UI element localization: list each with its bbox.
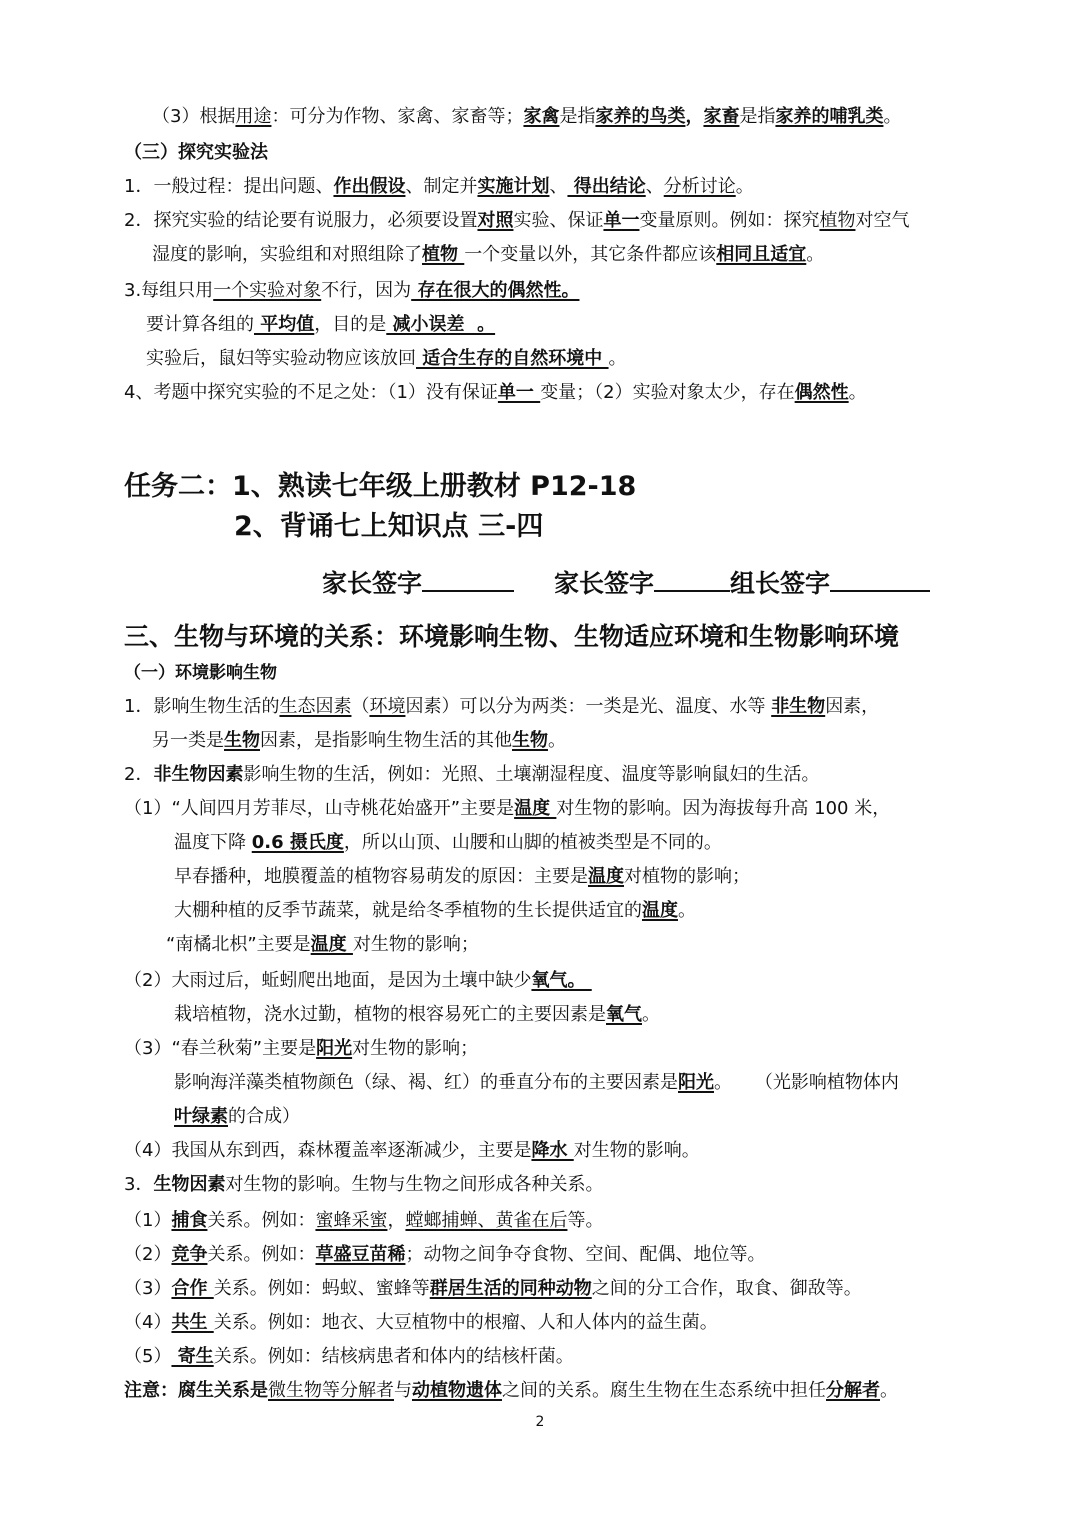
conclusion-line-1: 2．探究实验的结论要有说服力，必须要设置对照实验、保证单一变量原则。例如：探究植物对空气	[124, 210, 910, 231]
relation-predation: （1）捕食关系。例如：蜜蜂采蜜，螳螂捕蝉、黄雀在后等。	[124, 1210, 604, 1231]
eco-factor-line-2: 另一类是生物因素，是指影响生物生活的其他生物。	[152, 730, 566, 751]
biotic-factor-line: 3．生物因素对生物的影响。生物与生物之间形成各种关系。	[124, 1174, 604, 1195]
single-subject-line: 3.每组只用一个实验对象不行，因为 存在很大的偶然性。	[124, 280, 580, 301]
section3-title: 三、生物与环境的关系：环境影响生物、生物适应环境和生物影响环境	[124, 622, 900, 651]
rainfall-line: （4）我国从东到西，森林覆盖率逐渐减少，主要是降水 对生物的影响。	[124, 1140, 700, 1161]
temperature-line-2: 温度下降 0.6 摄氏度，所以山顶、山腰和山脚的植被类型是不同的。	[174, 832, 722, 853]
page-number: 2	[535, 1414, 545, 1430]
abiotic-factor-line: 2．非生物因素影响生物的生活，例如：光照、土壤潮湿程度、温度等影响鼠妇的生活。	[124, 764, 820, 785]
temperature-line-1: （1）“人间四月芳菲尽，山寺桃花始盛开”主要是温度 对生物的影响。因为海拔每升高 100 米，	[124, 798, 891, 819]
relation-competition: （2）竞争关系。例如：草盛豆苗稀；动物之间争夺食物、空间、配偶、地位等。	[124, 1244, 766, 1265]
env-affects-heading: （一）环境影响生物	[124, 663, 277, 683]
general-process-line: 1．一般过程：提出问题、作出假设、制定并实施计划、 得出结论、分析讨论。	[124, 176, 754, 197]
relation-symbiosis: （4）共生 关系。例如：地衣、大豆植物中的根瘤、人和人体内的益生菌。	[124, 1312, 718, 1333]
release-animals-line: 实验后，鼠妇等实验动物应该放回 适合生存的自然环境中 。	[146, 348, 627, 369]
inquiry-method-heading: （三）探究实验法	[124, 142, 268, 163]
sunlight-line-2: 影响海洋藻类植物颜色（绿、褐、红）的垂直分布的主要因素是阳光。 （光影响植物体内	[174, 1072, 899, 1093]
leader-signature-label: 组长签字	[730, 569, 831, 598]
leader-signature-blank[interactable]	[830, 566, 930, 592]
relation-cooperation: （3）合作 关系。例如：蚂蚁、蜜蜂等群居生活的同种动物之间的分工合作，取食、御敌等。	[124, 1278, 862, 1299]
temperature-line-3: 早春播种，地膜覆盖的植物容易萌发的原因：主要是温度对植物的影响；	[174, 866, 750, 887]
sunlight-line-3: 叶绿素的合成）	[174, 1106, 300, 1127]
signature-row	[322, 566, 930, 601]
parent-signature-blank-2[interactable]	[654, 566, 730, 592]
eco-factor-line-1: 1．影响生物生活的生态因素（环境因素）可以分为两类：一类是光、温度、水等 非生物因素，	[124, 696, 880, 717]
parent-signature-label-2: 家长签字	[554, 569, 655, 598]
task2-line-1: 任务二：1、熟读七年级上册教材 P12-18	[124, 471, 637, 502]
temperature-line-4: 大棚种植的反季节蔬菜，就是给冬季植物的生长提供适宜的温度。	[174, 900, 696, 921]
conclusion-line-2: 湿度的影响，实验组和对照组除了植物 一个变量以外，其它条件都应该相同且适宜。	[152, 244, 825, 265]
oxygen-line-1: （2）大雨过后，蚯蚓爬出地面，是因为土壤中缺少氧气。	[124, 970, 592, 991]
parent-signature-label-1: 家长签字	[322, 569, 423, 598]
oxygen-line-2: 栽培植物，浇水过勤，植物的根容易死亡的主要因素是氧气。	[174, 1004, 660, 1025]
sunlight-line-1: （3）“春兰秋菊”主要是阳光对生物的影响；	[124, 1038, 479, 1059]
parent-signature-blank-1[interactable]	[422, 566, 514, 592]
task2-line-2: 2、背诵七上知识点 三-四	[234, 511, 544, 542]
average-line: 要计算各组的 平均值，目的是 减小误差 。	[146, 314, 496, 335]
saprophytism-note: 注意：腐生关系是微生物等分解者与动植物遗体之间的关系。腐生生物在生态系统中担任分解者。	[124, 1380, 898, 1401]
relation-parasitism: （5） 寄生关系。例如：结核病患者和体内的结核杆菌。	[124, 1346, 574, 1367]
shortcomings-line: 4、考题中探究实验的不足之处：（1）没有保证单一 变量；（2）实验对象太少，存在偶然性。	[124, 382, 867, 403]
temperature-line-5: “南橘北枳”主要是温度 对生物的影响；	[166, 934, 479, 955]
usage-classification-line: （3）根据用途：可分为作物、家禽、家畜等；家禽是指家养的鸟类，家畜是指家养的哺乳类。	[152, 106, 902, 127]
